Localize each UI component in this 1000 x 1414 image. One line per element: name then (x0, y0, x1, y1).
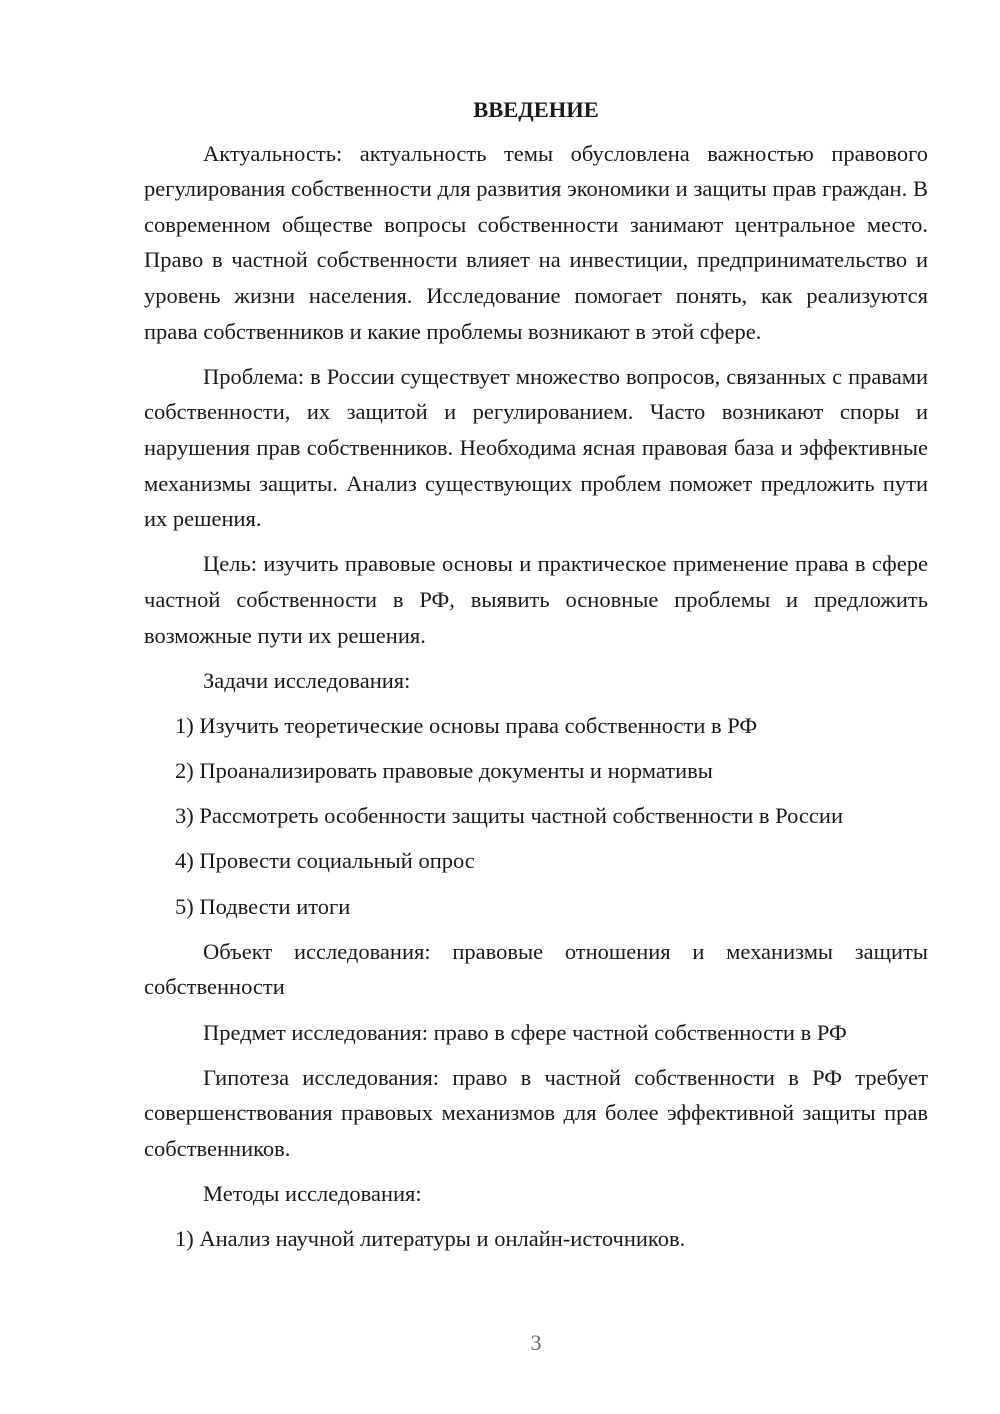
paragraph-problem: Проблема: в России существует множество вопросов, связанных с правами собственности, их защитой и регулированием. Часто возникают споры и нарушения прав собственников. Необходима ясная правовая база и эффективные механизмы защиты. Анализ существующих проблем поможет предложить пути их решения. (144, 363, 928, 532)
document-page (144, 92, 928, 1267)
paragraph-relevance: Актуальность: актуальность темы обусловлена важностью правового регулирования собственности для развития экономики и защиты прав граждан. В современном обществе вопросы собственности занимают центральное место. Право в частной собственности влияет на инвестиции, предпринимательство и уровень жизни населения. Исследование помогает понять, как реализуются права собственников и какие проблемы возникают в этой сфере. (144, 140, 928, 344)
list-item-task-3: 3) Рассмотреть особенности защиты частной собственности в России (175, 803, 843, 829)
list-item-task-5: 5) Подвести итоги (175, 893, 351, 919)
tasks-heading: Задачи исследования: (203, 667, 411, 693)
paragraph-goal: Цель: изучить правовые основы и практическое применение права в сфере частной собственности в РФ, выявить основные проблемы и предложить возможные пути их решения. (144, 551, 928, 648)
list-item-task-1: 1) Изучить теоретические основы права собственности в РФ (175, 712, 758, 738)
methods-heading: Методы исследования: (203, 1181, 422, 1207)
section-title: ВВЕДЕНИЕ (473, 97, 599, 122)
list-item-method-1: 1) Анализ научной литературы и онлайн-источников. (175, 1226, 686, 1252)
paragraph-hypothesis: Гипотеза исследования: право в частной собственности в РФ требует совершенствования правовых механизмов для более эффективной защиты прав собственников. (144, 1064, 928, 1161)
paragraph-subject: Предмет исследования: право в сфере частной собственности в РФ (203, 1019, 847, 1045)
paragraph-object: Объект исследования: правовые отношения и механизмы защиты собственности (144, 938, 928, 1000)
page-number: 3 (530, 1330, 542, 1355)
list-item-task-4: 4) Провести социальный опрос (175, 848, 475, 874)
list-item-task-2: 2) Проанализировать правовые документы и нормативы (175, 758, 713, 784)
